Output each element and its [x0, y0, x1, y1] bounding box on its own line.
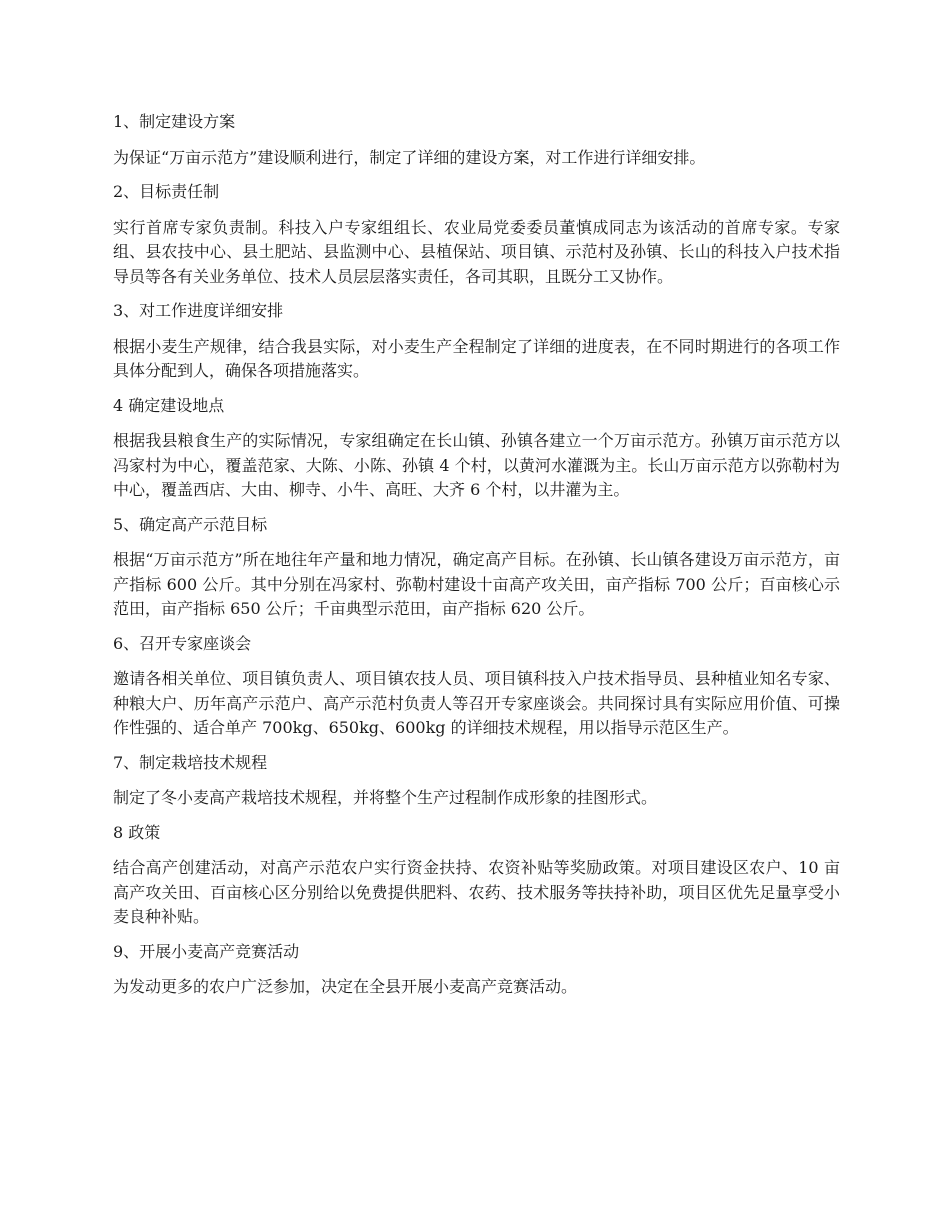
section-9	[113, 940, 840, 1000]
section-heading: 9、开展小麦高产竞赛活动	[113, 941, 300, 961]
section-body: 实行首席专家负责制。科技入户专家组组长、农业局党委委员董慎成同志为该活动的首席专家。专家组、县农技中心、县土肥站、县监测中心、县植保站、项目镇、示范村及孙镇、长山的科技入户技术指导员等各有关业务单位、技术人员层层落实责任，各司其职，且既分工又协作。	[113, 217, 840, 286]
document-page	[113, 110, 840, 1010]
section-6	[113, 632, 840, 741]
section-1	[113, 110, 840, 170]
section-heading: 2、目标责任制	[113, 182, 220, 201]
section-body: 结合高产创建活动，对高产示范农户实行资金扶持、农资补贴等奖励政策。对项目建设区农户、10 亩高产攻关田、百亩核心区分别给以免费提供肥料、农药、技术服务等扶持补助，项目区优先足量享受小麦良种补贴。	[113, 858, 840, 926]
section-5	[113, 513, 840, 622]
section-heading: 6、召开专家座谈会	[113, 633, 252, 653]
section-body: 根据小麦生产规律，结合我县实际，对小麦生产全程制定了详细的进度表，在不同时期进行的各项工作具体分配到人，确保各项措施落实。	[113, 336, 840, 380]
section-8	[113, 821, 840, 930]
section-4	[113, 394, 840, 503]
section-body: 为保证“万亩示范方”建设顺利进行，制定了详细的建设方案，对工作进行详细安排。	[113, 147, 706, 167]
section-2	[113, 180, 840, 289]
section-body: 制定了冬小麦高产栽培技术规程，并将整个生产过程制作成形象的挂图形式。	[113, 788, 658, 807]
section-7	[113, 751, 840, 811]
section-body: 为发动更多的农户广泛参加，决定在全县开展小麦高产竞赛活动。	[113, 977, 578, 996]
section-heading: 8 政策	[113, 822, 161, 842]
section-heading: 3、对工作进度详细安排	[113, 301, 284, 320]
section-heading: 7、制定栽培技术规程	[113, 752, 268, 772]
section-3	[113, 299, 840, 384]
section-heading: 4 确定建设地点	[113, 395, 225, 415]
section-body: 根据我县粮食生产的实际情况，专家组确定在长山镇、孙镇各建立一个万亩示范方。孙镇万亩示范方以冯家村为中心，覆盖范家、大陈、小陈、孙镇 4 个村，以黄河水灌溉为主。长山万亩示范方以弥勒村为中心，覆盖西店、大由、柳寺、小牛、高旺、大齐 6 个村，以井灌为主。	[113, 431, 840, 499]
section-heading: 5、确定高产示范目标	[113, 514, 268, 534]
section-body: 邀请各相关单位、项目镇负责人、项目镇农技人员、项目镇科技入户技术指导员、县种植业知名专家、种粮大户、历年高产示范户、高产示范村负责人等召开专家座谈会。共同探讨具有实际应用价值、可操作性强的、适合单产 700kg、650kg、600kg 的详细技术规程，用以指导示范区生产。	[113, 669, 840, 737]
section-body: 根据“万亩示范方”所在地往年产量和地力情况，确定高产目标。在孙镇、长山镇各建设万亩示范方，亩产指标 600 公斤。其中分别在冯家村、弥勒村建设十亩高产攻关田，亩产指标 700 公斤；百亩核心示范田，亩产指标 650 公斤；千亩典型示范田，亩产指标 620 公斤。	[113, 550, 840, 618]
section-heading: 1、制定建设方案	[113, 112, 236, 131]
